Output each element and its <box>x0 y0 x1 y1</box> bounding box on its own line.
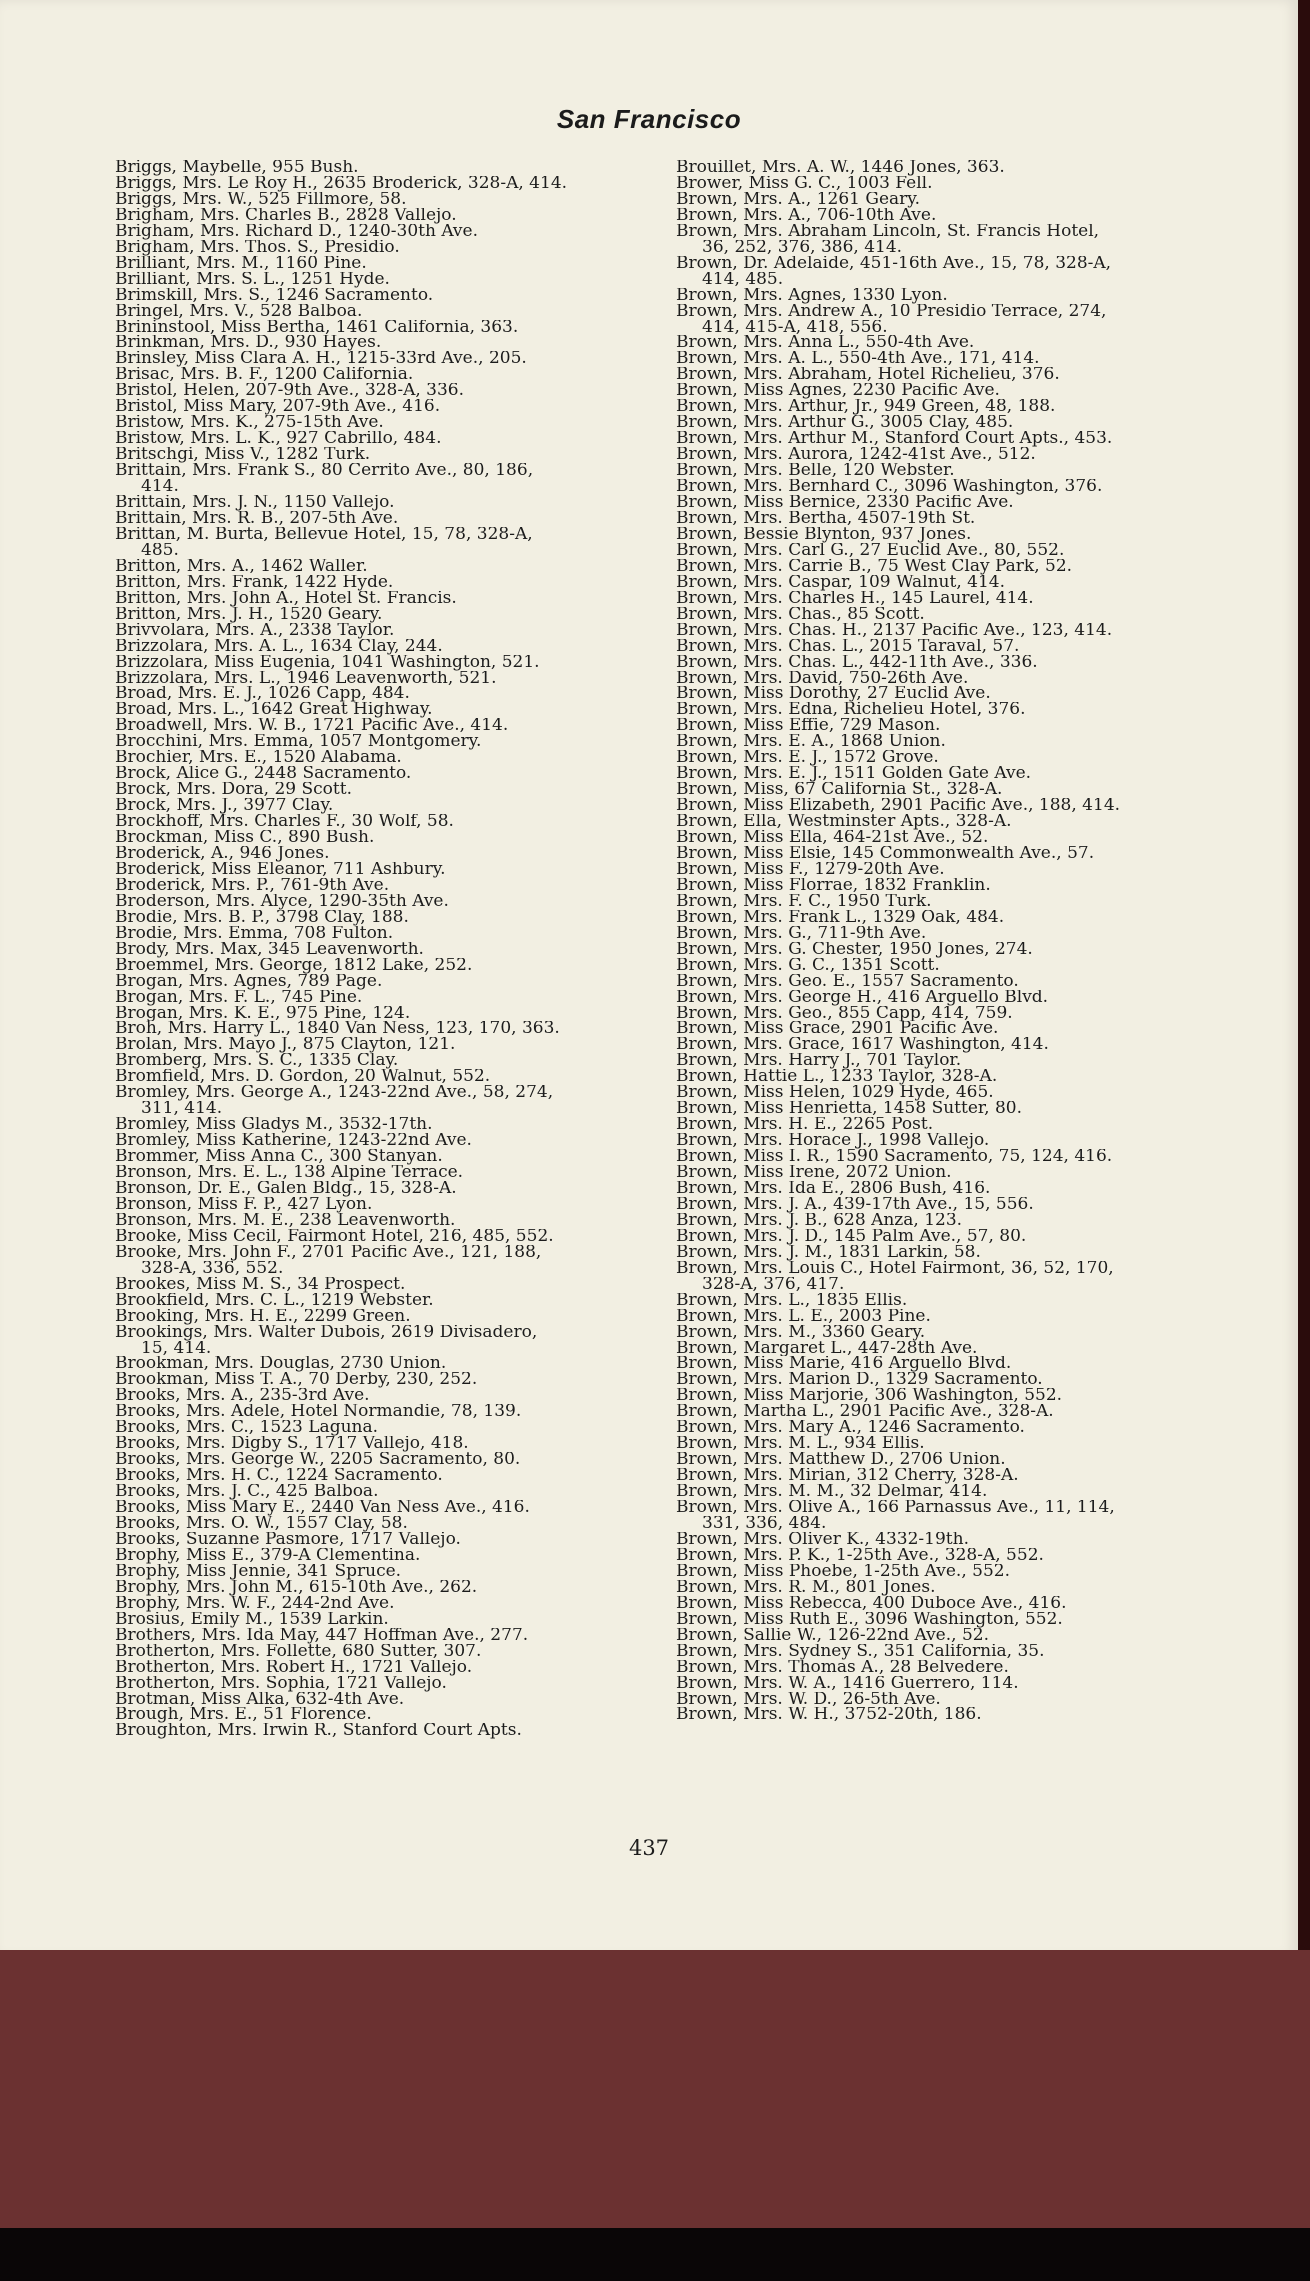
directory-entry: Brooke, Mrs. John F., 2701 Pacific Ave., 121, 188, <box>115 1244 542 1261</box>
directory-entry: Brown, Mrs. Ida E., 2806 Bush, 416. <box>676 1181 991 1197</box>
directory-entry: Briggs, Mrs. W., 525 Fillmore, 58. <box>115 191 407 208</box>
directory-entry: 311, 414. <box>141 1101 223 1118</box>
directory-entry: Brinkman, Mrs. D., 930 Hayes. <box>115 335 382 352</box>
directory-entry: Brimskill, Mrs. S., 1246 Sacramento. <box>115 287 434 304</box>
directory-entry: Brocchini, Mrs. Emma, 1057 Montgomery. <box>115 734 482 751</box>
directory-entry: Brown, Mrs. W. D., 26-5th Ave. <box>676 1691 941 1708</box>
directory-entry: Brown, Mrs. J. A., 439-17th Ave., 15, 556. <box>676 1196 1034 1213</box>
directory-entry: Brodie, Mrs. Emma, 708 Fulton. <box>115 925 394 942</box>
directory-entry: Brown, Mrs. Chas. L., 442-11th Ave., 336. <box>676 654 1038 671</box>
directory-entry: Brotman, Miss Alka, 632-4th Ave. <box>115 1691 405 1708</box>
directory-entry: Bristow, Mrs. L. K., 927 Cabrillo, 484. <box>115 431 442 448</box>
directory-entry: Broderick, A., 946 Jones. <box>115 845 330 862</box>
directory-entry: Bronson, Dr. E., Galen Bldg., 15, 328-A. <box>115 1181 457 1197</box>
directory-entry: Britton, Mrs. Frank, 1422 Hyde. <box>115 574 394 591</box>
directory-entry: Brown, Mrs. P. K., 1-25th Ave., 328-A, 552. <box>676 1547 1044 1564</box>
directory-entry: Brown, Miss Dorothy, 27 Euclid Ave. <box>676 686 991 703</box>
directory-entry: Brogan, Mrs. F. L., 745 Pine. <box>115 989 363 1006</box>
directory-entry: Brown, Miss Rebecca, 400 Duboce Ave., 416. <box>676 1595 1067 1612</box>
directory-entry: Brown, Mrs. Mary A., 1246 Sacramento. <box>676 1420 1025 1437</box>
directory-entry: Bronson, Miss F. P., 427 Lyon. <box>115 1196 373 1213</box>
directory-entry: Brown, Mrs. Horace J., 1998 Vallejo. <box>676 1133 990 1150</box>
directory-entry: Brown, Mrs. M. M., 32 Delmar, 414. <box>676 1484 988 1501</box>
directory-entry: Brown, Mrs. A. L., 550-4th Ave., 171, 414. <box>676 351 1040 368</box>
directory-entry: Brown, Mrs. Arthur M., Stanford Court Apts., 453. <box>676 431 1113 448</box>
directory-entry: 36, 252, 376, 386, 414. <box>702 239 903 256</box>
directory-entry: Brown, Mrs. G. Chester, 1950 Jones, 274. <box>676 941 1033 958</box>
directory-entry: Broemmel, Mrs. George, 1812 Lake, 252. <box>115 957 473 974</box>
directory-entry: Brodie, Mrs. B. P., 3798 Clay, 188. <box>115 909 409 926</box>
directory-entry: Brown, Mrs. George H., 416 Arguello Blvd. <box>676 989 1049 1006</box>
directory-entry: Britton, Mrs. A., 1462 Waller. <box>115 558 368 575</box>
directory-entry: Brininstool, Miss Bertha, 1461 California, 363. <box>115 319 519 336</box>
directory-entry: Brophy, Mrs. W. F., 244-2nd Ave. <box>115 1595 395 1612</box>
directory-entry: Brookes, Miss M. S., 34 Prospect. <box>115 1276 406 1293</box>
directory-entry: Brisac, Mrs. B. F., 1200 California. <box>115 367 414 384</box>
directory-entry: Brown, Ella, Westminster Apts., 328-A. <box>676 814 1012 831</box>
directory-entry: Brown, Mrs. Charles H., 145 Laurel, 414. <box>676 590 1034 607</box>
directory-entry: Broderson, Mrs. Alyce, 1290-35th Ave. <box>115 893 449 910</box>
directory-entry: Bromfield, Mrs. D. Gordon, 20 Walnut, 552. <box>115 1069 491 1086</box>
directory-entry: Brown, Miss Marjorie, 306 Washington, 552. <box>676 1388 1063 1405</box>
directory-entry: Brown, Mrs. Sydney S., 351 California, 35. <box>676 1643 1045 1660</box>
directory-entry: Brown, Mrs. Olive A., 166 Parnassus Ave., 11, 114, <box>676 1500 1115 1517</box>
scan-background <box>0 1950 1310 2230</box>
directory-entry: Brown, Mrs. H. E., 2265 Post. <box>676 1117 934 1134</box>
directory-entry: Brotherton, Mrs. Robert H., 1721 Vallejo. <box>115 1659 473 1676</box>
directory-entry: Brooks, Mrs. Digby S., 1717 Vallejo, 418. <box>115 1436 469 1453</box>
directory-entry: Brown, Miss F., 1279-20th Ave. <box>676 861 945 878</box>
directory-entry: Brown, Miss Agnes, 2230 Pacific Ave. <box>676 383 1000 400</box>
directory-entry: Brothers, Mrs. Ida May, 447 Hoffman Ave., 277. <box>115 1627 529 1644</box>
directory-entry: Brown, Mrs. E. A., 1868 Union. <box>676 734 946 751</box>
directory-entry: Brown, Mrs. Edna, Richelieu Hotel, 376. <box>676 702 1026 719</box>
right-column <box>676 160 1266 1723</box>
directory-entry: Brosius, Emily M., 1539 Larkin. <box>115 1611 389 1628</box>
directory-entry: Broad, Mrs. E. J., 1026 Capp, 484. <box>115 686 410 703</box>
directory-entry: Brizzolara, Mrs. A. L., 1634 Clay, 244. <box>115 638 443 655</box>
directory-entry: Brown, Mrs. Thomas A., 28 Belvedere. <box>676 1659 1009 1676</box>
directory-entry: Brizzolara, Mrs. L., 1946 Leavenworth, 521. <box>115 670 497 687</box>
directory-entry: Brilliant, Mrs. M., 1160 Pine. <box>115 255 367 272</box>
directory-entry: Brookings, Mrs. Walter Dubois, 2619 Divisadero, <box>115 1324 538 1341</box>
directory-entry: Brown, Mrs. Bernhard C., 3096 Washington, 376. <box>676 479 1103 496</box>
directory-entry: Brown, Mrs. Geo. E., 1557 Sacramento. <box>676 973 1019 990</box>
directory-entry: Bromley, Miss Gladys M., 3532-17th. <box>115 1117 433 1134</box>
directory-entry: Brooks, Mrs. Adele, Hotel Normandie, 78, 139. <box>115 1404 522 1421</box>
directory-entry: Brown, Miss Elizabeth, 2901 Pacific Ave., 188, 414. <box>676 798 1121 815</box>
scan-edge <box>0 2228 1310 2281</box>
directory-entry: Brown, Miss Helen, 1029 Hyde, 465. <box>676 1085 994 1102</box>
directory-entry: Brittain, Mrs. Frank S., 80 Cerrito Ave., 80, 186, <box>115 463 534 480</box>
directory-entry: Brookman, Miss T. A., 70 Derby, 230, 252. <box>115 1372 478 1389</box>
directory-entry: Brilliant, Mrs. S. L., 1251 Hyde. <box>115 271 390 288</box>
directory-entry: Brown, Mrs. Chas. H., 2137 Pacific Ave., 123, 414. <box>676 622 1113 639</box>
directory-entry: Brochier, Mrs. E., 1520 Alabama. <box>115 750 402 767</box>
directory-entry: Brown, Mrs. A., 1261 Geary. <box>676 191 921 208</box>
directory-entry: Brown, Martha L., 2901 Pacific Ave., 328-A. <box>676 1404 1054 1421</box>
directory-entry: Brown, Miss Effie, 729 Mason. <box>676 718 941 735</box>
directory-entry: Brower, Miss G. C., 1003 Fell. <box>676 175 933 192</box>
directory-entry: 328-A, 376, 417. <box>702 1276 845 1293</box>
directory-entry: Brotherton, Mrs. Follette, 680 Sutter, 307. <box>115 1643 482 1660</box>
directory-entry: Brooks, Miss Mary E., 2440 Van Ness Ave., 416. <box>115 1500 530 1517</box>
directory-entry: Brown, Mrs. J. B., 628 Anza, 123. <box>676 1212 963 1229</box>
directory-entry: 485. <box>141 542 179 559</box>
directory-entry: Brophy, Mrs. John M., 615-10th Ave., 262. <box>115 1579 478 1596</box>
directory-entry: Brown, Mrs. Frank L., 1329 Oak, 484. <box>676 909 1005 926</box>
directory-entry: Brown, Mrs. M., 3360 Geary. <box>676 1324 926 1341</box>
directory-entry: Brown, Dr. Adelaide, 451-16th Ave., 15, 78, 328-A, <box>676 255 1112 272</box>
directory-entry: Bristol, Helen, 207-9th Ave., 328-A, 336. <box>115 383 465 400</box>
directory-entry: Bromley, Miss Katherine, 1243-22nd Ave. <box>115 1133 472 1150</box>
directory-entry: Brooks, Mrs. J. C., 425 Balboa. <box>115 1484 379 1501</box>
directory-entry: Britton, Mrs. J. H., 1520 Geary. <box>115 606 383 623</box>
directory-entry: Brown, Miss Marie, 416 Arguello Blvd. <box>676 1356 1012 1373</box>
directory-entry: Brouillet, Mrs. A. W., 1446 Jones, 363. <box>676 160 1005 176</box>
directory-entry: Brown, Sallie W., 126-22nd Ave., 52. <box>676 1627 989 1644</box>
directory-entry: 414, 415-A, 418, 556. <box>702 319 888 336</box>
directory-entry: Brown, Mrs. R. M., 801 Jones. <box>676 1579 936 1596</box>
directory-entry: Brown, Miss Bernice, 2330 Pacific Ave. <box>676 495 1014 511</box>
directory-entry: Brown, Mrs. David, 750-26th Ave. <box>676 670 969 687</box>
directory-entry: Brown, Miss Henrietta, 1458 Sutter, 80. <box>676 1101 1023 1118</box>
directory-entry: Brown, Hattie L., 1233 Taylor, 328-A. <box>676 1069 998 1086</box>
directory-entry: 414. <box>141 479 179 496</box>
directory-entry: Brown, Mrs. J. D., 145 Palm Ave., 57, 80. <box>676 1228 1027 1245</box>
directory-entry: Brogan, Mrs. K. E., 975 Pine, 124. <box>115 1005 411 1022</box>
directory-entry: Brock, Alice G., 2448 Sacramento. <box>115 766 412 783</box>
directory-entry: Bringel, Mrs. V., 528 Balboa. <box>115 303 363 320</box>
directory-entry: Brooks, Mrs. George W., 2205 Sacramento, 80. <box>115 1452 521 1469</box>
directory-entry: Brittan, M. Burta, Bellevue Hotel, 15, 78, 328-A, <box>115 526 533 543</box>
directory-entry: Brown, Mrs. G. C., 1351 Scott. <box>676 957 940 974</box>
directory-entry: Brigham, Mrs. Richard D., 1240-30th Ave. <box>115 223 478 240</box>
directory-entry: Brophy, Miss E., 379-A Clementina. <box>115 1547 421 1564</box>
directory-entry: Brinsley, Miss Clara A. H., 1215-33rd Ave., 205. <box>115 351 527 368</box>
directory-entry: Brown, Mrs. Anna L., 550-4th Ave. <box>676 335 975 352</box>
directory-entry: Brown, Miss Irene, 2072 Union. <box>676 1165 952 1181</box>
directory-entry: Brookfield, Mrs. C. L., 1219 Webster. <box>115 1292 434 1309</box>
directory-entry: Brittain, Mrs. J. N., 1150 Vallejo. <box>115 495 395 511</box>
directory-entry: Brown, Mrs. Bertha, 4507-19th St. <box>676 510 976 527</box>
directory-entry: Brown, Mrs. Arthur G., 3005 Clay, 485. <box>676 415 1014 432</box>
directory-entry: Brittain, Mrs. R. B., 207-5th Ave. <box>115 510 399 527</box>
directory-entry: Brooks, Suzanne Pasmore, 1717 Vallejo. <box>115 1531 461 1548</box>
page-number: 437 <box>628 1836 670 1860</box>
directory-entry: Brown, Mrs. Abraham Lincoln, St. Francis Hotel, <box>676 223 1100 240</box>
directory-entry: Brown, Miss I. R., 1590 Sacramento, 75, 124, 416. <box>676 1149 1113 1166</box>
directory-entry: Brolan, Mrs. Mayo J., 875 Clayton, 121. <box>115 1037 456 1054</box>
directory-entry: Brown, Mrs. W. H., 3752-20th, 186. <box>676 1707 982 1724</box>
directory-entry: Britton, Mrs. John A., Hotel St. Francis. <box>115 590 457 607</box>
directory-entry: Briggs, Maybelle, 955 Bush. <box>115 160 359 176</box>
directory-entry: Brown, Mrs. G., 711-9th Ave. <box>676 925 927 942</box>
directory-entry: Brown, Miss Elsie, 145 Commonwealth Ave., 57. <box>676 845 1095 862</box>
directory-entry: 15, 414. <box>141 1340 212 1357</box>
directory-entry: Bristow, Mrs. K., 275-15th Ave. <box>115 415 384 432</box>
directory-entry: Brown, Miss Grace, 2901 Pacific Ave. <box>676 1021 999 1038</box>
directory-entry: Broh, Mrs. Harry L., 1840 Van Ness, 123, 170, 363. <box>115 1021 560 1038</box>
directory-entry: Brooke, Miss Cecil, Fairmont Hotel, 216, 485, 552. <box>115 1228 554 1245</box>
directory-entry: Brown, Mrs. E. J., 1511 Golden Gate Ave. <box>676 766 1032 783</box>
directory-entry: Brown, Mrs. Chas., 85 Scott. <box>676 606 925 623</box>
directory-entry: Bristol, Miss Mary, 207-9th Ave., 416. <box>115 399 441 416</box>
directory-entry: Broad, Mrs. L., 1642 Great Highway. <box>115 702 433 719</box>
directory-entry: 414, 485. <box>702 271 784 288</box>
directory-entry: Brown, Miss Ella, 464-21st Ave., 52. <box>676 830 989 846</box>
directory-entry: Britschgi, Miss V., 1282 Turk. <box>115 447 371 464</box>
directory-entry: Bronson, Mrs. M. E., 238 Leavenworth. <box>115 1212 456 1229</box>
directory-entry: Brown, Mrs. Mirian, 312 Cherry, 328-A. <box>676 1468 1019 1485</box>
directory-entry: Brody, Mrs. Max, 345 Leavenworth. <box>115 941 424 958</box>
directory-entry: Brooks, Mrs. A., 235-3rd Ave. <box>115 1388 370 1405</box>
directory-entry: Brookman, Mrs. Douglas, 2730 Union. <box>115 1356 447 1373</box>
directory-entry: Bromley, Mrs. George A., 1243-22nd Ave., 58, 274, <box>115 1085 554 1102</box>
directory-entry: Broadwell, Mrs. W. B., 1721 Pacific Ave., 414. <box>115 718 509 735</box>
directory-entry: Brophy, Miss Jennie, 341 Spruce. <box>115 1563 402 1580</box>
directory-entry: Bronson, Mrs. E. L., 138 Alpine Terrace. <box>115 1165 464 1181</box>
directory-entry: Brockhoff, Mrs. Charles F., 30 Wolf, 58. <box>115 814 454 831</box>
directory-entry: Brockman, Miss C., 890 Bush. <box>115 830 375 846</box>
directory-entry: Brown, Miss Florrae, 1832 Franklin. <box>676 877 991 894</box>
directory-entry: Broughton, Mrs. Irwin R., Stanford Court Apts. <box>115 1723 522 1740</box>
page-header: San Francisco <box>556 104 742 134</box>
directory-entry: Brown, Mrs. Grace, 1617 Washington, 414. <box>676 1037 1049 1054</box>
directory-entry: Brown, Mrs. A., 706-10th Ave. <box>676 207 937 224</box>
directory-entry: Brown, Miss Ruth E., 3096 Washington, 552. <box>676 1611 1063 1628</box>
directory-entry: Brown, Mrs. M. L., 934 Ellis. <box>676 1436 925 1453</box>
directory-entry: Brooks, Mrs. C., 1523 Laguna. <box>115 1420 379 1437</box>
directory-entry: Brown, Mrs. Abraham, Hotel Richelieu, 376. <box>676 367 1060 384</box>
directory-entry: Brown, Mrs. Geo., 855 Capp, 414, 759. <box>676 1005 1013 1022</box>
directory-entry: Brock, Mrs. Dora, 29 Scott. <box>115 782 352 799</box>
directory-entry: Brotherton, Mrs. Sophia, 1721 Vallejo. <box>115 1675 447 1692</box>
directory-entry: Brown, Mrs. J. M., 1831 Larkin, 58. <box>676 1244 981 1261</box>
directory-entry: Broderick, Miss Eleanor, 711 Ashbury. <box>115 861 446 878</box>
directory-entry: Brown, Miss, 67 California St., 328-A. <box>676 782 1003 799</box>
directory-entry: Broderick, Mrs. P., 761-9th Ave. <box>115 877 390 894</box>
directory-entry: Brooking, Mrs. H. E., 2299 Green. <box>115 1308 411 1325</box>
directory-entry: Brigham, Mrs. Thos. S., Presidio. <box>115 239 400 256</box>
directory-entry: Brown, Mrs. F. C., 1950 Turk. <box>676 893 932 910</box>
directory-entry: Brown, Mrs. Agnes, 1330 Lyon. <box>676 287 948 304</box>
directory-entry: Brown, Mrs. Andrew A., 10 Presidio Terrace, 274, <box>676 303 1107 320</box>
left-column <box>115 160 705 1739</box>
directory-entry: Brown, Mrs. Oliver K., 4332-19th. <box>676 1531 969 1548</box>
directory-entry: 328-A, 336, 552. <box>141 1260 284 1277</box>
directory-entry: Bromberg, Mrs. S. C., 1335 Clay. <box>115 1053 399 1070</box>
directory-entry: 331, 336, 484. <box>702 1516 827 1532</box>
directory-entry: Brown, Mrs. Matthew D., 2706 Union. <box>676 1452 1006 1469</box>
directory-entry: Brown, Bessie Blynton, 937 Jones. <box>676 526 972 543</box>
directory-entry: Brooks, Mrs. O. W., 1557 Clay, 58. <box>115 1516 408 1532</box>
directory-entry: Brown, Mrs. Caspar, 109 Walnut, 414. <box>676 574 1005 591</box>
directory-entry: Brown, Mrs. Carl G., 27 Euclid Ave., 80, 552. <box>676 542 1065 559</box>
directory-entry: Brivvolara, Mrs. A., 2338 Taylor. <box>115 622 395 639</box>
directory-entry: Brown, Mrs. E. J., 1572 Grove. <box>676 750 939 767</box>
directory-entry: Brizzolara, Miss Eugenia, 1041 Washington, 521. <box>115 654 540 671</box>
directory-entry: Brown, Miss Phoebe, 1-25th Ave., 552. <box>676 1563 1010 1580</box>
directory-entry: Brommer, Miss Anna C., 300 Stanyan. <box>115 1149 443 1166</box>
directory-entry: Brown, Mrs. Marion D., 1329 Sacramento. <box>676 1372 1043 1389</box>
directory-entry: Brown, Mrs. Carrie B., 75 West Clay Park, 52. <box>676 558 1073 575</box>
directory-entry: Brown, Mrs. Aurora, 1242-41st Ave., 512. <box>676 447 1036 464</box>
directory-entry: Brown, Margaret L., 447-28th Ave. <box>676 1340 978 1357</box>
directory-entry: Brown, Mrs. Belle, 120 Webster. <box>676 463 955 480</box>
directory-entry: Brough, Mrs. E., 51 Florence. <box>115 1707 372 1724</box>
directory-entry: Brigham, Mrs. Charles B., 2828 Vallejo. <box>115 207 457 224</box>
directory-entry: Brooks, Mrs. H. C., 1224 Sacramento. <box>115 1468 443 1485</box>
directory-entry: Brown, Mrs. W. A., 1416 Guerrero, 114. <box>676 1675 1019 1692</box>
directory-entry: Brogan, Mrs. Agnes, 789 Page. <box>115 973 383 990</box>
directory-entry: Brown, Mrs. Louis C., Hotel Fairmont, 36, 52, 170, <box>676 1260 1114 1277</box>
directory-entry: Brown, Mrs. Arthur, Jr., 949 Green, 48, 188. <box>676 399 1056 416</box>
directory-entry: Brown, Mrs. L., 1835 Ellis. <box>676 1292 908 1309</box>
directory-entry: Brown, Mrs. Chas. L., 2015 Taraval, 57. <box>676 638 1020 655</box>
directory-entry: Brown, Mrs. Harry J., 701 Taylor. <box>676 1053 962 1070</box>
directory-entry: Brock, Mrs. J., 3977 Clay. <box>115 798 334 815</box>
directory-entry: Brown, Mrs. L. E., 2003 Pine. <box>676 1308 931 1325</box>
directory-entry: Briggs, Mrs. Le Roy H., 2635 Broderick, 328-A, 414. <box>115 175 568 192</box>
